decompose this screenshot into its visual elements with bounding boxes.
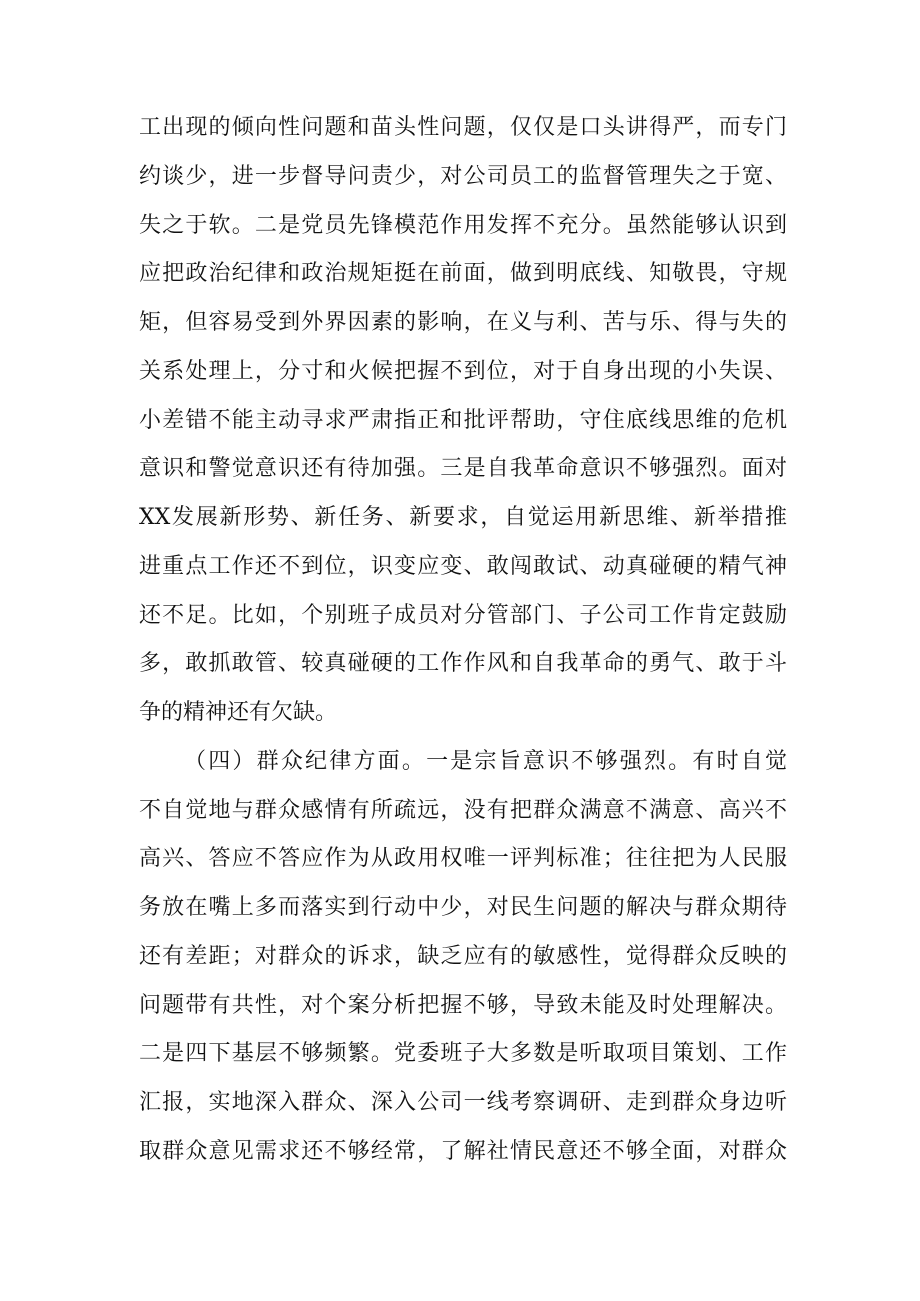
text-line: 取群众意见需求还不够经常，了解社情民意还不够全面，对群众	[139, 1138, 787, 1164]
text-line: 高兴、答应不答应作为从政用权唯一评判标准；往往把为人民服	[139, 846, 787, 872]
body-text	[139, 104, 787, 1177]
text-line: 务放在嘴上多而落实到行动中少，对民生问题的解决与群众期待	[139, 895, 787, 920]
text-line: 矩，但容易受到外界因素的影响，在义与利、苦与乐、得与失的	[139, 310, 787, 335]
text-line: 问题带有共性，对个案分析把握不够，导致未能及时处理解决。	[139, 992, 787, 1018]
text-line: 还有差距；对群众的诉求，缺乏应有的敏感性，觉得群众反映的	[139, 943, 787, 969]
text-line: 不自觉地与群众感情有所疏远，没有把群众满意不满意、高兴不	[139, 797, 787, 823]
text-line: 多，敢抓敢管、较真碰硬的工作作风和自我革命的勇气、敢于斗	[139, 651, 787, 677]
text-line: 工出现的倾向性问题和苗头性问题，仅仅是口头讲得严，而专门	[139, 115, 787, 140]
section-heading-line: （四）群众纪律方面。一是宗旨意识不够强烈。有时自觉	[184, 748, 787, 774]
text-line: 汇报，实地深入群众、深入公司一线考察调研、走到群众身边听	[139, 1090, 787, 1115]
text-line: XX发展新形势、新任务、新要求，自觉运用新思维、新举措推	[139, 505, 787, 530]
text-line: 小差错不能主动寻求严肃指正和批评帮助，守住底线思维的危机	[139, 407, 787, 433]
text-line: 约谈少，进一步督导问责少，对公司员工的监督管理失之于宽、	[139, 163, 787, 189]
text-line: 进重点工作还不到位，识变应变、敢闯敢试、动真碰硬的精气神	[139, 553, 787, 579]
text-line: 关系处理上，分寸和火候把握不到位，对于自身出现的小失误、	[139, 358, 787, 384]
text-line: 应把政治纪律和政治规矩挺在前面，做到明底线、知敬畏，守规	[139, 261, 787, 287]
paragraph-end-line: 争的精神还有欠缺。	[139, 700, 338, 725]
text-line: 二是四下基层不够频繁。党委班子大多数是听取项目策划、工作	[139, 1041, 787, 1067]
text-line: 意识和警觉意识还有待加强。三是自我革命意识不够强烈。面对	[139, 456, 787, 482]
text-line: 还不足。比如，个别班子成员对分管部门、子公司工作肯定鼓励	[139, 602, 787, 628]
text-line: 失之于软。二是党员先锋模范作用发挥不充分。虽然能够认识到	[139, 212, 787, 238]
